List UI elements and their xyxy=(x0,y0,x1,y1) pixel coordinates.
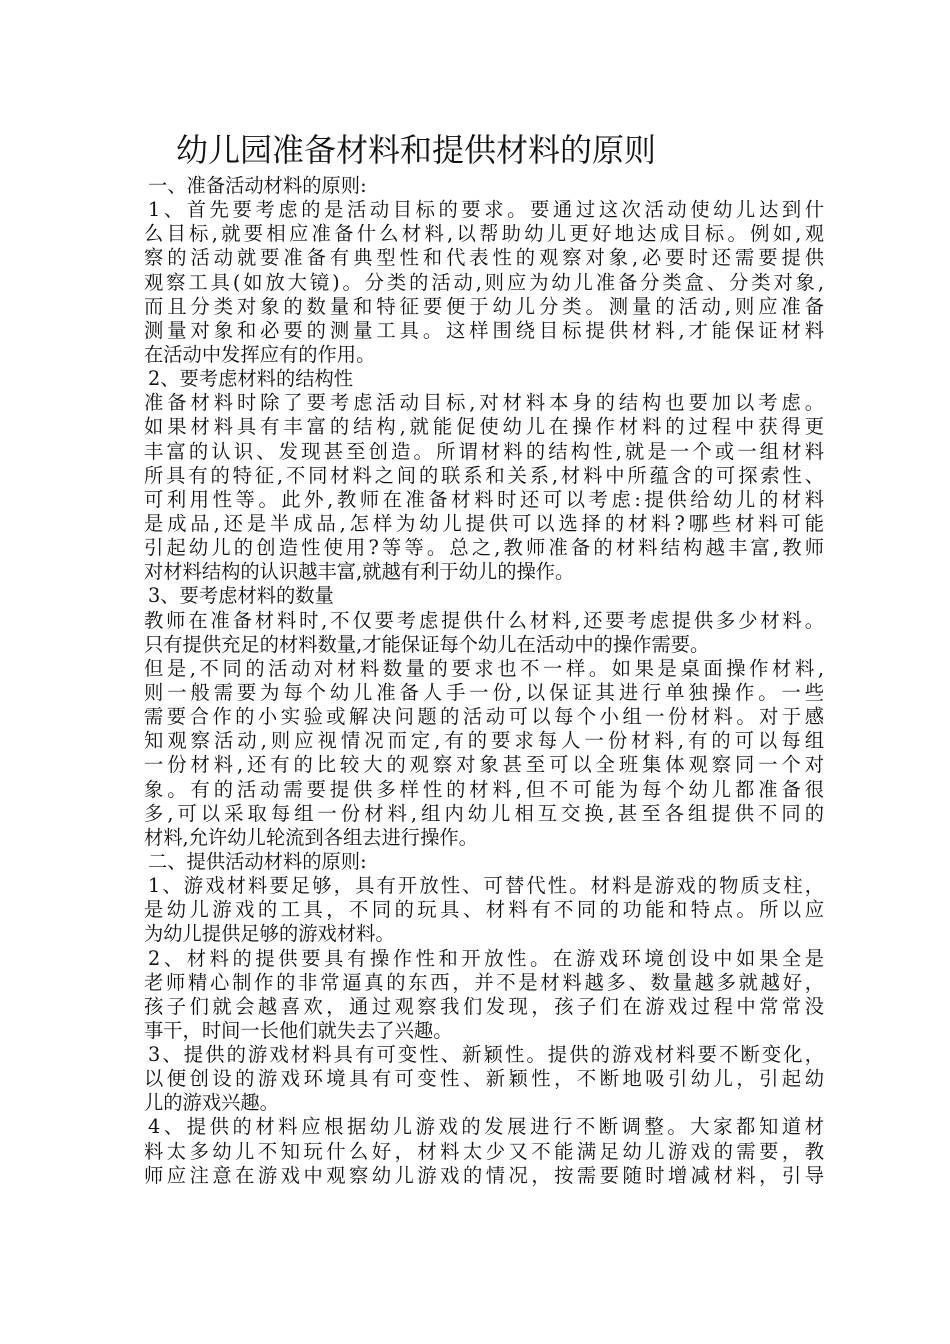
text-line: 1、游戏材料要足够，具有开放性、可替代性。材料是游戏的物质支柱， xyxy=(148,874,824,898)
text-line: 丰富的认识、发现甚至创造。所谓材料的结构性,就是一个或一组材料 xyxy=(144,439,824,463)
text-line: 象。有的活动需要提供多样性的材料,但不可能为每个幼儿都准备很 xyxy=(144,777,824,801)
text-line: 知观察活动,则应视情况而定,有的要求每人一份材料,有的可以每组 xyxy=(144,729,824,753)
text-line: 一、准备活动材料的原则: xyxy=(148,174,367,197)
text-line: 料太多幼儿不知玩什么好，材料太少又不能满足幼儿游戏的需要，教 xyxy=(144,1139,824,1163)
text-line: 多,可以采取每组一份材料,组内幼儿相互交换,甚至各组提供不同的 xyxy=(144,801,824,825)
text-line: 2、要考虑材料的结构性 xyxy=(148,367,354,391)
text-line: 以便创设的游戏环境具有可变性、新颖性，不断地吸引幼儿，引起幼 xyxy=(144,1067,824,1091)
text-line: 在活动中发挥应有的作用。 xyxy=(144,342,376,366)
text-line: 材料,允许幼儿轮流到各组去进行操作。 xyxy=(144,825,478,849)
text-line: 准备材料时除了要考虑活动目标,对材料本身的结构也要加以考虑。 xyxy=(144,391,824,415)
text-line: 需要合作的小实验或解决问题的活动可以每个小组一份材料。对于感 xyxy=(144,705,824,729)
text-line: 3、提供的游戏材料具有可变性、新颖性。提供的游戏材料要不断变化， xyxy=(148,1043,824,1067)
text-line: 么目标,就要相应准备什么材料,以帮助幼儿更好地达成目标。例如,观 xyxy=(144,222,824,246)
text-line: 教师在准备材料时,不仅要考虑提供什么材料,还要考虑提供多少材料。 xyxy=(144,608,824,632)
text-line: 4、提供的材料应根据幼儿游戏的发展进行不断调整。大家都知道材 xyxy=(148,1115,824,1139)
text-line: 老师精心制作的非常逼真的东西，并不是材料越多、数量越多就越好， xyxy=(144,970,824,994)
text-line: 一份材料,还有的比较大的观察对象甚至可以全班集体观察同一个对 xyxy=(144,753,824,777)
text-line: 引起幼儿的创造性使用?等等。总之,教师准备的材料结构越丰富,教师 xyxy=(144,536,824,560)
text-line: 可利用性等。此外,教师在准备材料时还可以考虑:提供给幼儿的材料 xyxy=(144,487,824,511)
document-title: 幼儿园准备材料和提供材料的原则 xyxy=(176,131,657,169)
text-line: 3、要考虑材料的数量 xyxy=(148,584,334,608)
text-line: 测量对象和必要的测量工具。这样围绕目标提供材料,才能保证材料 xyxy=(144,318,824,342)
text-line: 二、提供活动材料的原则: xyxy=(148,849,367,873)
text-line: 事干，时间一长他们就失去了兴趣。 xyxy=(144,1018,453,1042)
text-line: 是幼儿游戏的工具，不同的玩具、材料有不同的功能和特点。所以应 xyxy=(144,898,824,922)
text-line: 2、材料的提供要具有操作性和开放性。在游戏环境创设中如果全是 xyxy=(148,946,824,970)
text-line: 但是,不同的活动对材料数量的要求也不一样。如果是桌面操作材料, xyxy=(144,656,824,680)
text-line: 如果材料具有丰富的结构,就能促使幼儿在操作材料的过程中获得更 xyxy=(144,415,824,439)
text-line: 1、首先要考虑的是活动目标的要求。要通过这次活动使幼儿达到什 xyxy=(148,198,824,222)
text-line: 则一般需要为每个幼儿准备人手一份,以保证其进行单独操作。一些 xyxy=(144,680,824,704)
text-line: 观察工具(如放大镜)。分类的活动,则应为幼儿准备分类盒、分类对象, xyxy=(144,270,824,294)
text-line: 是成品,还是半成品,怎样为幼儿提供可以选择的材料?哪些材料可能 xyxy=(144,511,824,535)
document-body xyxy=(144,174,824,1188)
text-line: 孩子们就会越喜欢，通过观察我们发现，孩子们在游戏过程中常常没 xyxy=(144,994,824,1018)
text-line: 为幼儿提供足够的游戏材料。 xyxy=(144,922,395,946)
text-line: 只有提供充足的材料数量,才能保证每个幼儿在活动中的操作需要。 xyxy=(144,632,710,656)
text-line: 师应注意在游戏中观察幼儿游戏的情况，按需要随时增减材料，引导 xyxy=(144,1163,824,1187)
text-line: 对材料结构的认识越丰富,就越有利于幼儿的操作。 xyxy=(144,560,575,584)
text-line: 所具有的特征,不同材料之间的联系和关系,材料中所蕴含的可探索性、 xyxy=(144,463,824,487)
text-line: 而且分类对象的数量和特征要便于幼儿分类。测量的活动,则应准备 xyxy=(144,294,824,318)
text-line: 儿的游戏兴趣。 xyxy=(144,1091,279,1115)
text-line: 察的活动就要准备有典型性和代表性的观察对象,必要时还需要提供 xyxy=(144,246,824,270)
